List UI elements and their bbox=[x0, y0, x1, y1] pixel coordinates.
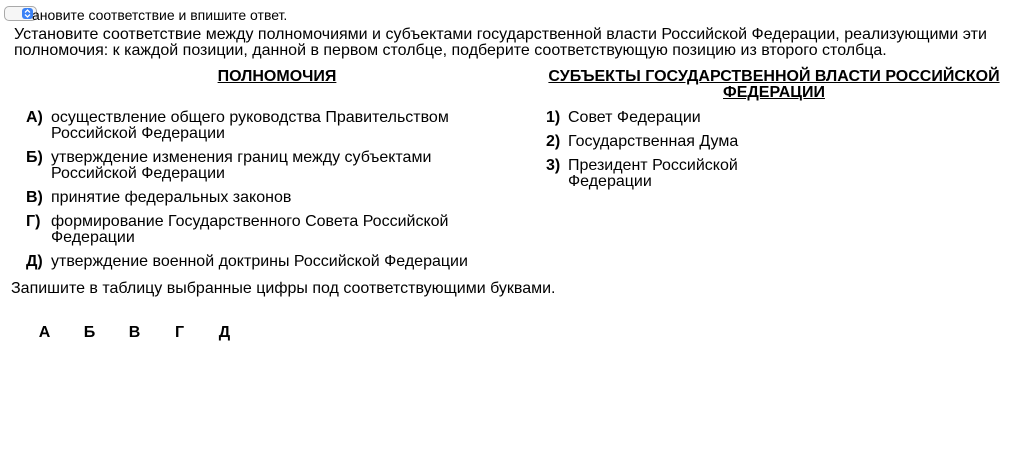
answer-header-cell: В bbox=[128, 324, 141, 341]
answer-table bbox=[22, 325, 247, 341]
list-item bbox=[546, 134, 756, 150]
list-item bbox=[26, 150, 496, 182]
list-item bbox=[26, 190, 496, 206]
instruction-short: ановите соответствие и впишите ответ. bbox=[32, 7, 288, 23]
item-mark: 3) bbox=[546, 157, 561, 174]
item-mark: Д) bbox=[26, 253, 43, 270]
left-column-list bbox=[26, 110, 496, 278]
item-text: утверждение военной доктрины Российской Федерации bbox=[51, 253, 468, 270]
answer-header-cell: Д bbox=[218, 324, 231, 341]
item-text: принятие федеральных законов bbox=[51, 189, 292, 206]
item-mark: Г) bbox=[26, 213, 41, 230]
item-text: Президент Российской Федерации bbox=[568, 157, 738, 190]
item-mark: В) bbox=[26, 189, 43, 206]
item-text: осуществление общего руководства Правительством Российской Федерации bbox=[51, 109, 449, 142]
right-column-title: СУБЪЕКТЫ ГОСУДАРСТВЕННОЙ ВЛАСТИ РОССИЙСКОЙ ФЕДЕРАЦИИ bbox=[548, 68, 1000, 101]
item-mark: Б) bbox=[26, 149, 43, 166]
item-mark: 2) bbox=[546, 133, 561, 150]
answer-header-cell: А bbox=[38, 324, 51, 341]
left-column-title: ПОЛНОМОЧИЯ bbox=[217, 68, 337, 85]
item-mark: 1) bbox=[546, 109, 561, 126]
answer-header-cell: Б bbox=[83, 324, 96, 341]
list-item bbox=[546, 158, 756, 190]
list-item bbox=[26, 214, 496, 246]
item-mark: А) bbox=[26, 109, 43, 126]
up-down-arrows-icon bbox=[24, 9, 31, 18]
item-text: Государственная Дума bbox=[568, 133, 739, 150]
answer-instruction: Запишите в таблицу выбранные цифры под соответствующими буквами. bbox=[11, 280, 556, 297]
answer-header-cell: Г bbox=[174, 324, 185, 341]
item-text: утверждение изменения границ между субъектами Российской Федерации bbox=[51, 149, 432, 182]
task-instruction: Установите соответствие между полномочиями и субъектами государственной власти Российской Федерации, реализующими эти полномочия: к каждой позиции, данной в первом столбце, подберите соответствующую позицию из второго столбца. bbox=[14, 26, 987, 59]
right-column-list bbox=[546, 110, 756, 198]
list-item bbox=[26, 110, 496, 142]
list-item bbox=[546, 110, 756, 126]
list-item bbox=[26, 254, 496, 270]
item-text: Совет Федерации bbox=[568, 109, 701, 126]
item-text: формирование Государственного Совета Российской Федерации bbox=[51, 213, 449, 246]
